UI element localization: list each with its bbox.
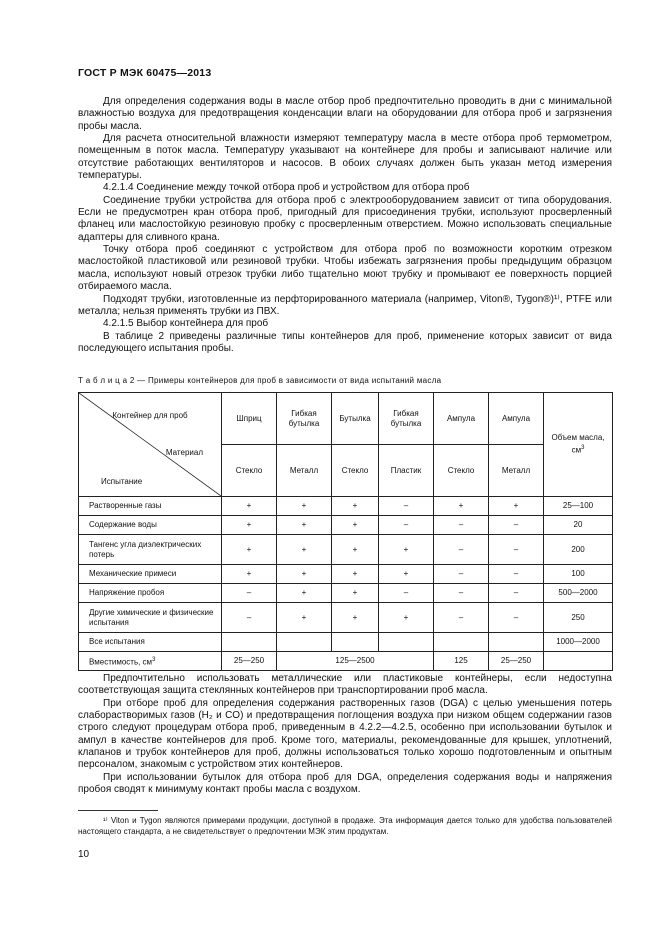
paragraph: Подходят трубки, изготовленные из перфторированного материала (например, Viton®, Tygon®)¹⁾, PTFE или металла; нельзя применять трубки из ПВХ.	[78, 293, 612, 317]
paragraph: В таблице 2 приведены различные типы контейнеров для проб, применение которых зависит от вида последующего испытания пробы.	[78, 330, 612, 354]
container-header: Ампула	[434, 393, 489, 445]
table-header-row	[79, 393, 613, 445]
volume-header: Объем масла, $см^3$	[544, 393, 613, 497]
section-heading: 4.2.1.4 Соединение между точкой отбора проб и устройством для отбора проб	[103, 182, 470, 194]
table-row-all-tests: Все испытания 1000—2000	[79, 633, 613, 652]
containers-table	[78, 392, 613, 671]
section-heading: 4.2.1.5 Выбор контейнера для проб	[103, 318, 269, 330]
paragraph: Для расчета относительной влажности измеряют температуру масла в месте отбора проб термометром, помещенным в поток масла. Температуру указывают на контейнере для пробы и записывают наличие или отсутствие работающих вентиляторов и насосов. В обоих случаях должен быть указан метод измерения температуры.	[78, 133, 612, 182]
body-text-bottom	[78, 673, 612, 796]
material-header: Металл	[277, 445, 332, 497]
container-header: Шприц	[222, 393, 277, 445]
footnote	[78, 815, 612, 837]
paragraph: Предпочтительно использовать металлические или пластиковые контейнеры, если недоступна соответствующая защита стеклянных контейнеров при транспортировании проб масла.	[78, 673, 612, 697]
table-row: Растворенные газы + + + – + + 25—100	[79, 497, 613, 516]
paragraph: При использовании бутылок для отбора проб для DGA, определения содержания воды и напряжения пробоя сводят к минимуму контакт пробы масла с воздухом.	[78, 771, 612, 796]
paragraph: Точку отбора проб соединяют с устройством для отбора проб по возможности коротким отрезком маслостойкой пластиковой или резиновой трубки. Чтобы избежать загрязнения пробы предыдущим образцом масла, используют новый отрезок трубки либо тщательно моют трубку и промывают ее поверхность порцией отбираемого масла.	[78, 244, 612, 293]
container-header: Бутылка	[332, 393, 379, 445]
corner-container-label: Контейнер для проб	[112, 411, 188, 420]
footnote-text: ¹⁾ Viton и Tygon являются примерами продукции, доступной в продаже. Эта информация дается только для удобства пользователей настоящего стандарта, а не свидетельствует о предпочтении МЭК этим продуктам.	[78, 816, 612, 836]
table-corner-cell	[79, 393, 222, 497]
container-header: Гибкая бутылка	[277, 393, 332, 445]
table-caption: Т а б л и ц а 2 — Примеры контейнеров для проб в зависимости от вида испытаний масла	[78, 376, 442, 385]
container-header: Ампула	[489, 393, 544, 445]
table-row: Механические примеси + + + + – – 100	[79, 565, 613, 584]
page-number: 10	[78, 849, 90, 860]
material-header: Металл	[489, 445, 544, 497]
paragraph: Соединение трубки устройства для отбора проб с электрооборудованием зависит от типа оборудования. Если не предусмотрен кран отбора проб, пригодный для присоединения трубки, используют просверленный фланец или маслостойкую резиновую пробку с просверленным отверстием. Можно использовать специальные адаптеры для сливного крана.	[78, 194, 612, 243]
paragraph: При отборе проб для определения содержания растворенных газов (DGA) с целью уменьшения потерь слаборастворимых газов (H₂ и CO) и предотвращения поглощения воздуха при низком общем содержании газов строго следуют процедурам отбора проб, приведенным в 4.2.2—4.2.5, особенно при использовании бутылок и ампул в качестве контейнеров для проб. Кроме того, материалы, рекомендованные для крышек, уплотнений, клапанов и трубок контейнеров для проб, должны использоваться только хорошо подготовленным и опытным персоналом, знакомым с устройством этих контейнеров.	[78, 697, 612, 771]
paragraph: Для определения содержания воды в масле отбор проб предпочтительно проводить в дни с минимальной влажностью воздуха для предотвращения конденсации влаги на оборудовании для отбора проб и загрязнения пробы масла.	[78, 96, 612, 132]
material-header: Стекло	[332, 445, 379, 497]
table-row: Другие химические и физические испытания – + + + – – 250	[79, 603, 613, 633]
corner-material-label: Материал	[165, 448, 203, 457]
document-header: ГОСТ Р МЭК 60475—2013	[78, 67, 212, 79]
table-row: Тангенс угла диэлектрических потерь + + + + – – 200	[79, 535, 613, 565]
container-header: Гибкая бутылка	[379, 393, 434, 445]
table-row: Напряжение пробоя – + + – – – 500—2000	[79, 584, 613, 603]
table-row: Содержание воды + + + – – – 20	[79, 516, 613, 535]
corner-test-label: Испытание	[101, 477, 143, 486]
footnote-divider	[78, 810, 158, 811]
material-header: Стекло	[222, 445, 277, 497]
material-header: Пластик	[379, 445, 434, 497]
body-text-top	[78, 96, 612, 355]
table-row-capacity: Вместимость, $см^3$ 25—250 125—2500 125 25—250	[79, 652, 613, 671]
material-header: Стекло	[434, 445, 489, 497]
